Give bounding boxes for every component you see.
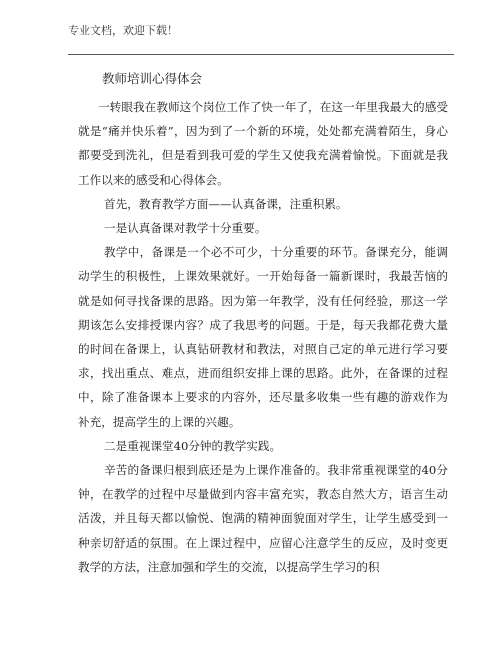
paragraph-point-one: 一是认真备课对教学十分重要。 [104, 221, 267, 236]
document-body [78, 70, 448, 579]
header-divider [68, 54, 454, 55]
paragraph-section-heading: 首先，教育教学方面——认真备课，注重积累。 [104, 196, 348, 211]
paragraph-point-two: 二是重视课堂40分钟的教学实践。 [104, 438, 282, 453]
paragraph-intro: 一转眼我在教师这个岗位工作了快一年了，在这一年里我最大的感受就是“痛并快乐着”，因为到了一个新的环境，处处都充满着陌生，身心都要受到洗礼，但是看到我可爱的学生又使我充满着愉悦。下面就是我工作以来的感受和心得体会。 [78, 100, 448, 187]
paragraph-lesson-prep: 教学中，备课是一个必不可少，十分重要的环节。备课充分，能调动学生的积极性，上课效果就好。一开始每备一篇新课时，我最苦恼的就是如何寻找备课的思路。因为第一年教学，没有任何经验，那这一学期该怎么安排授课内容？成了我思考的问题。于是，每天我都花费大量的时间在备课上，认真钻研教材和教法，对照自己定的单元进行学习要求，找出重点、难点，进而组织安排上课的思路。此外，在备课的过程中，除了准备课本上要求的内容外，还尽量多收集一些有趣的游戏作为补充，提高学生的上课的兴趣。 [78, 245, 448, 429]
paragraph-classroom: 辛苦的备课归根到底还是为上课作准备的。我非常重视课堂的40分钟，在教学的过程中尽量做到内容丰富充实，教态自然大方，语言生动活泼，并且每天都以愉悦、饱满的精神面貌面对学生，让学生感受到一种亲切舒适的氛围。在上课过程中，应留心注意学生的反应，及时变更教学的方法，注意加强和学生的交流，以提高学生学习的积 [78, 463, 448, 574]
page-header-text: 专业文档，欢迎下载！ [68, 24, 178, 37]
document-title: 教师培训心得体会 [102, 71, 203, 86]
